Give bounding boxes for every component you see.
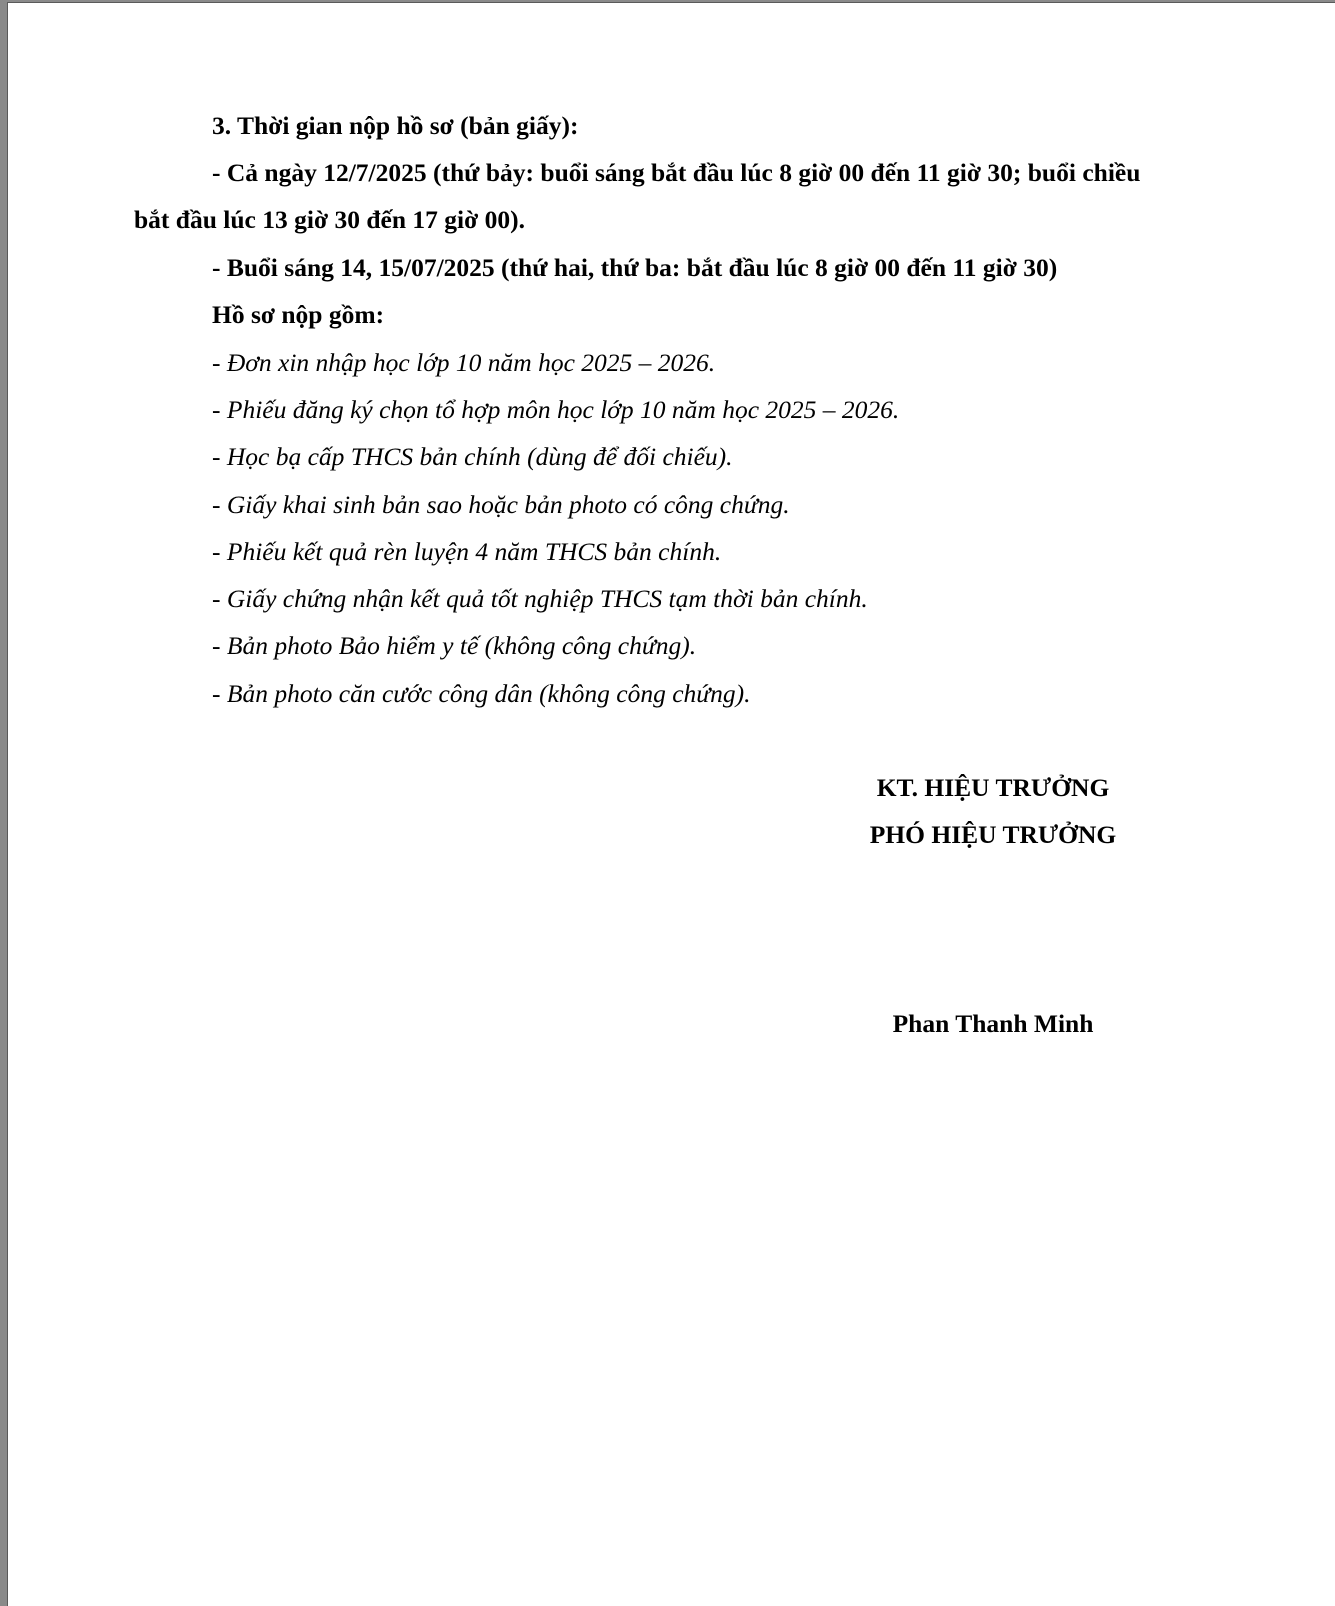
schedule-1-line-1: - Cả ngày 12/7/2025 (thứ bảy: buổi sáng bắt đầu lúc 8 giờ 00 đến 11 giờ 30; buổi chiều <box>212 158 1141 187</box>
document-item: - Bản photo căn cước công dân (không công chứng). <box>212 679 751 708</box>
documents-heading: Hồ sơ nộp gồm: <box>212 300 385 329</box>
document-page <box>7 2 1335 1606</box>
schedule-1-line-2: bắt đầu lúc 13 giờ 30 đến 17 giờ 00). <box>134 205 525 234</box>
signature-title-2: PHÓ HIỆU TRƯỞNG <box>869 820 1117 849</box>
document-item: - Phiếu đăng ký chọn tổ hợp môn học lớp 10 năm học 2025 – 2026. <box>212 395 900 424</box>
document-item: - Phiếu kết quả rèn luyện 4 năm THCS bản chính. <box>212 537 722 566</box>
document-item: - Đơn xin nhập học lớp 10 năm học 2025 – 2026. <box>212 348 716 377</box>
document-item: - Bản photo Bảo hiểm y tế (không công chứng). <box>212 631 697 660</box>
document-item: - Học bạ cấp THCS bản chính (dùng để đối chiếu). <box>212 442 733 471</box>
document-item: - Giấy khai sinh bản sao hoặc bản photo có công chứng. <box>212 490 790 519</box>
signer-name: Phan Thanh Minh <box>892 1009 1094 1038</box>
signature-title-1: KT. HIỆU TRƯỞNG <box>876 773 1110 802</box>
document-item: - Giấy chứng nhận kết quả tốt nghiệp THCS tạm thời bản chính. <box>212 584 868 613</box>
section-heading: 3. Thời gian nộp hồ sơ (bản giấy): <box>212 111 579 140</box>
schedule-2: - Buổi sáng 14, 15/07/2025 (thứ hai, thứ ba: bắt đầu lúc 8 giờ 00 đến 11 giờ 30) <box>212 253 1058 282</box>
